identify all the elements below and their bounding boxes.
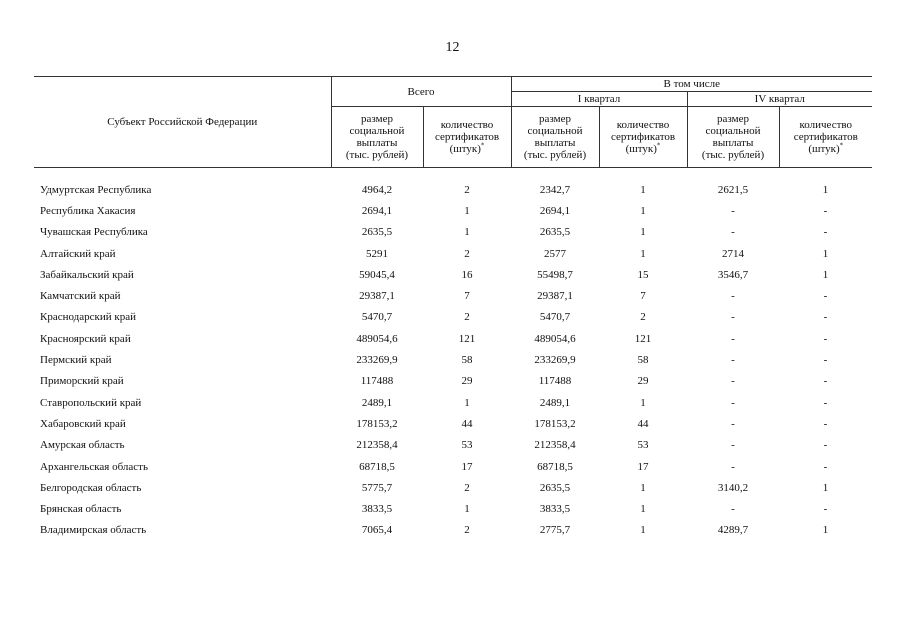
q1-count-cell: 29 [637,375,649,388]
total-count-cell: 17 [461,460,473,473]
q4-count-cell: - [823,204,828,217]
header-q1-payment: размер социальной выплаты (тыс. рублей) [511,107,599,168]
q4-count-cell: - [823,396,828,409]
header-total-count: количество сертификатов (штук)* [423,107,511,168]
q4-count-cell: - [823,417,828,430]
table-row [34,435,872,456]
q4-count-cell: - [823,332,828,345]
q4-count-cell: - [823,375,828,388]
header-q4-payment: размер социальной выплаты (тыс. рублей) [687,107,779,168]
total-sum-cell: 59045,4 [359,268,395,281]
total-count-cell: 44 [461,417,473,430]
q1-count-cell: 1 [640,524,646,537]
q1-sum-cell: 2775,7 [539,524,571,537]
q1-sum-cell: 2694,1 [539,204,571,217]
header-total-payment: размер социальной выплаты (тыс. рублей) [331,107,423,168]
q4-sum-cell: - [731,417,735,430]
q4-sum-cell: - [731,290,735,303]
q4-sum-cell: - [731,396,735,409]
q4-sum-cell: 2621,5 [717,183,749,196]
subject-cell: Камчатский край [40,290,121,303]
total-sum-cell: 5775,7 [361,481,393,494]
total-sum-cell: 2694,1 [361,204,393,217]
table-row [34,200,872,221]
q1-count-cell: 1 [640,183,646,196]
subject-cell: Амурская область [40,439,125,452]
q4-count-cell: - [823,290,828,303]
subject-cell: Белгородская область [40,481,142,494]
table-row [34,520,872,541]
q4-sum-cell: - [731,503,735,516]
q1-count-cell: 1 [640,226,646,239]
q1-count-cell: 1 [640,481,646,494]
subject-cell: Владимирская область [40,524,147,537]
q4-count-cell: 1 [822,183,829,196]
q4-count-cell: 1 [822,524,829,537]
total-sum-cell: 212358,4 [356,439,398,452]
q4-sum-cell: 2714 [722,247,745,260]
table-row [34,498,872,519]
subject-cell: Красноярский край [40,332,131,345]
table-header [34,77,872,168]
total-count-cell: 53 [461,439,473,452]
q4-sum-cell: - [731,311,735,324]
q4-count-cell: 1 [822,247,829,260]
total-sum-cell: 5470,7 [361,311,393,324]
q1-sum-cell: 2489,1 [539,396,571,409]
total-count-cell: 121 [458,332,476,345]
total-sum-cell: 117488 [360,375,394,388]
q4-count-cell: - [823,503,828,516]
table-row [34,285,872,306]
q1-sum-cell: 2342,7 [539,183,571,196]
certificates-table [34,76,872,541]
table-row [34,349,872,370]
subject-cell: Чувашская Республика [40,226,148,239]
header-total: Всего [331,77,511,107]
table-row [34,307,872,328]
table-row [34,456,872,477]
q1-count-cell: 121 [634,332,652,345]
total-count-cell: 2 [464,183,470,196]
table-row [34,179,872,200]
subject-cell: Хабаровский край [40,417,126,430]
total-count-cell: 2 [464,311,470,324]
table-row [34,243,872,264]
q1-count-cell: 1 [640,396,646,409]
q1-sum-cell: 212358,4 [534,439,576,452]
header-subject: Субъект Российской Федерации [34,77,331,168]
total-sum-cell: 178153,2 [356,417,398,430]
table-body [34,168,872,542]
q1-sum-cell: 55498,7 [537,268,573,281]
subject-cell: Алтайский край [40,247,116,260]
q1-sum-cell: 29387,1 [537,290,573,303]
q1-count-cell: 2 [640,311,646,324]
total-sum-cell: 489054,6 [356,332,398,345]
q1-count-cell: 17 [637,460,649,473]
q1-count-cell: 1 [640,503,646,516]
table-row [34,371,872,392]
total-sum-cell: 68718,5 [359,460,395,473]
total-sum-cell: 7065,4 [361,524,393,537]
total-sum-cell: 5291 [366,247,388,260]
q4-sum-cell: - [731,226,735,239]
header-including: В том числе [511,77,872,92]
q1-count-cell: 1 [640,247,646,260]
table-row [34,222,872,243]
q1-count-cell: 44 [637,417,649,430]
total-sum-cell: 2635,5 [361,226,393,239]
subject-cell: Архангельская область [40,460,148,473]
subject-cell: Краснодарский край [40,311,137,324]
table-row [34,477,872,498]
header-q4-count: количество сертификатов (штук)* [779,107,872,168]
q4-count-cell: - [823,354,828,367]
total-sum-cell: 29387,1 [359,290,395,303]
table-row [34,328,872,349]
q1-sum-cell: 2635,5 [539,481,571,494]
q1-sum-cell: 2577 [544,247,567,260]
table-row [34,392,872,413]
q1-count-cell: 1 [640,204,646,217]
q4-sum-cell: - [731,354,735,367]
total-count-cell: 29 [461,375,473,388]
q1-sum-cell: 178153,2 [534,417,576,430]
q1-sum-cell: 117488 [538,375,572,388]
total-sum-cell: 4964,2 [361,183,393,196]
total-count-cell: 1 [464,204,470,217]
total-count-cell: 7 [464,290,470,303]
total-count-cell: 2 [464,481,470,494]
total-count-cell: 2 [464,247,470,260]
q4-count-cell: 1 [822,481,829,494]
q4-count-cell: - [823,460,828,473]
page-number: 12 [445,40,460,55]
subject-cell: Удмуртская Республика [40,183,152,196]
footnote-mark: * [656,141,661,150]
q4-sum-cell: - [731,460,735,473]
q4-sum-cell: - [731,375,735,388]
header-q1-count: количество сертификатов (штук)* [599,107,687,168]
subject-cell: Брянская область [40,503,122,516]
q1-sum-cell: 68718,5 [537,460,573,473]
q1-sum-cell: 2635,5 [539,226,571,239]
header-quarter-4: IV квартал [687,92,872,107]
total-sum-cell: 233269,9 [356,354,398,367]
q1-sum-cell: 489054,6 [534,332,576,345]
q4-sum-cell: 4289,7 [717,524,749,537]
footnote-mark: * [839,141,844,150]
subject-cell: Приморский край [40,375,124,388]
table-row [34,264,872,285]
total-sum-cell: 3833,5 [361,503,393,516]
q1-count-cell: 58 [637,354,649,367]
q4-sum-cell: 3546,7 [717,268,749,281]
subject-cell: Забайкальский край [40,268,134,281]
total-count-cell: 16 [461,268,473,281]
table-row [34,413,872,434]
q4-count-cell: - [823,226,828,239]
q4-sum-cell: - [731,332,735,345]
q1-sum-cell: 5470,7 [539,311,571,324]
total-count-cell: 1 [464,503,470,516]
q4-count-cell: - [823,439,828,452]
total-count-cell: 2 [464,524,470,537]
q4-count-cell: 1 [822,268,829,281]
footnote-mark: * [480,141,485,150]
q4-sum-cell: - [731,439,735,452]
total-count-cell: 1 [464,396,470,409]
q1-sum-cell: 3833,5 [539,503,571,516]
q1-count-cell: 53 [637,439,649,452]
total-count-cell: 1 [464,226,470,239]
subject-cell: Пермский край [40,354,112,367]
q1-sum-cell: 233269,9 [534,354,576,367]
subject-cell: Республика Хакасия [40,204,136,217]
q4-sum-cell: 3140,2 [717,481,749,494]
q1-count-cell: 7 [640,290,646,303]
q1-count-cell: 15 [637,268,649,281]
q4-sum-cell: - [731,204,735,217]
header-quarter-1: I квартал [511,92,687,107]
subject-cell: Ставропольский край [40,396,142,409]
total-sum-cell: 2489,1 [361,396,393,409]
q4-count-cell: - [823,311,828,324]
total-count-cell: 58 [461,354,473,367]
